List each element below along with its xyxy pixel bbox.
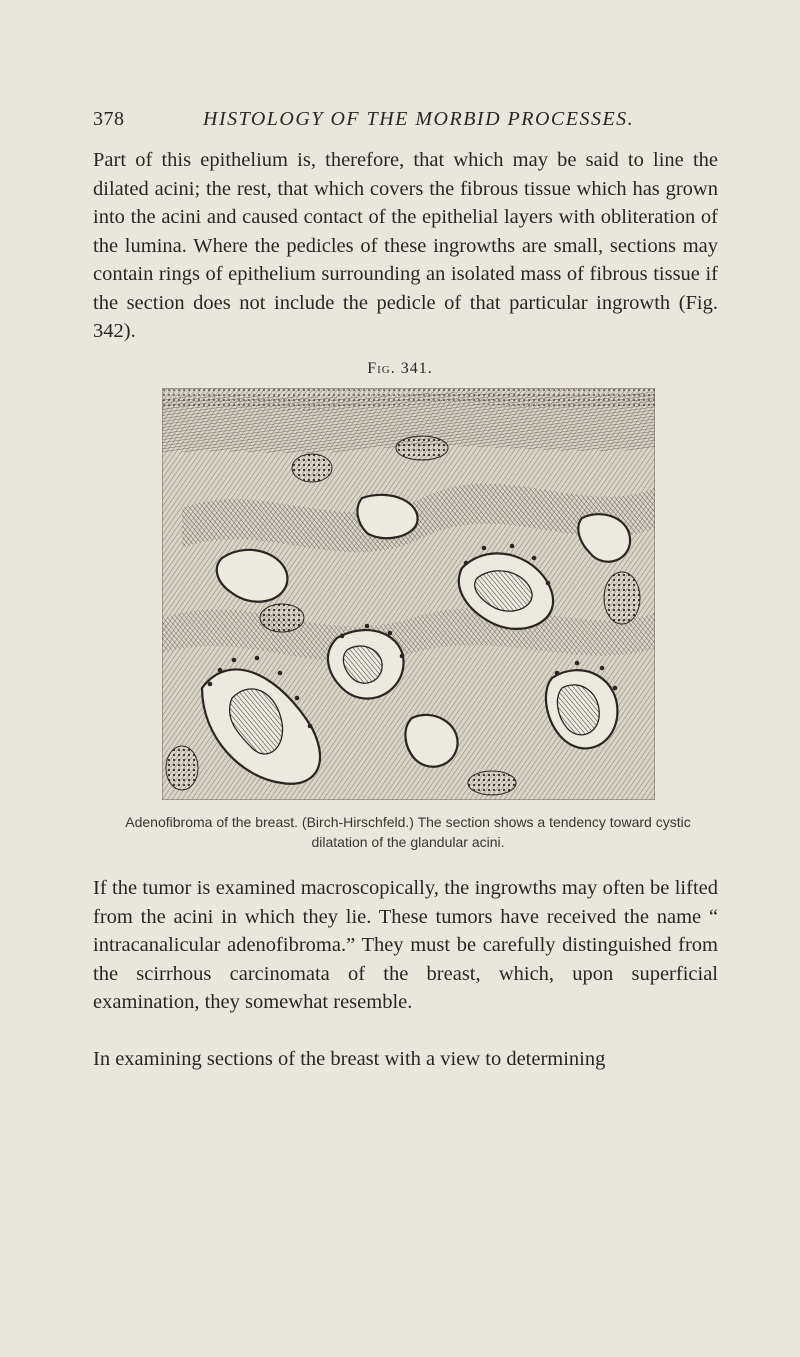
figure-label: Fig. 341. (367, 360, 433, 377)
page-number: 378 (93, 108, 125, 130)
paragraph-1: Part of this epithelium is, therefore, that which may be said to line the dilated acini; the rest, that which covers the fibrous tissue which has grown into the acini and caused contact of the epithelial layers with obliteration of the lumina. Where the pedicles of these ingrowths are small, sections may contain rings of epithelium surrounding an isolated mass of fibrous tissue if the section does not include the pedicle of that particular ingrowth (Fig. 342). (93, 149, 718, 342)
paragraph-2: If the tumor is examined macroscopically, the ingrowths may often be lifted from the acini in which they lie. These tumors have received the name “ intracanalicular adenofibroma.” They must be carefully distinguished from the scirrhous carcinomata of the breast, which, upon superficial examination, they somewhat resemble. (93, 877, 718, 1013)
figure-caption: Adenofibroma of the breast. (Birch-Hirschfeld.) The section shows a tendency toward cystic dilatation of the glandular acini. (125, 814, 691, 850)
histology-illustration (162, 388, 655, 800)
page-header (93, 108, 733, 138)
paragraph-3: In examining sections of the breast with a view to determining (93, 1048, 606, 1070)
running-title: HISTOLOGY OF THE MORBID PROCESSES. (203, 108, 635, 130)
